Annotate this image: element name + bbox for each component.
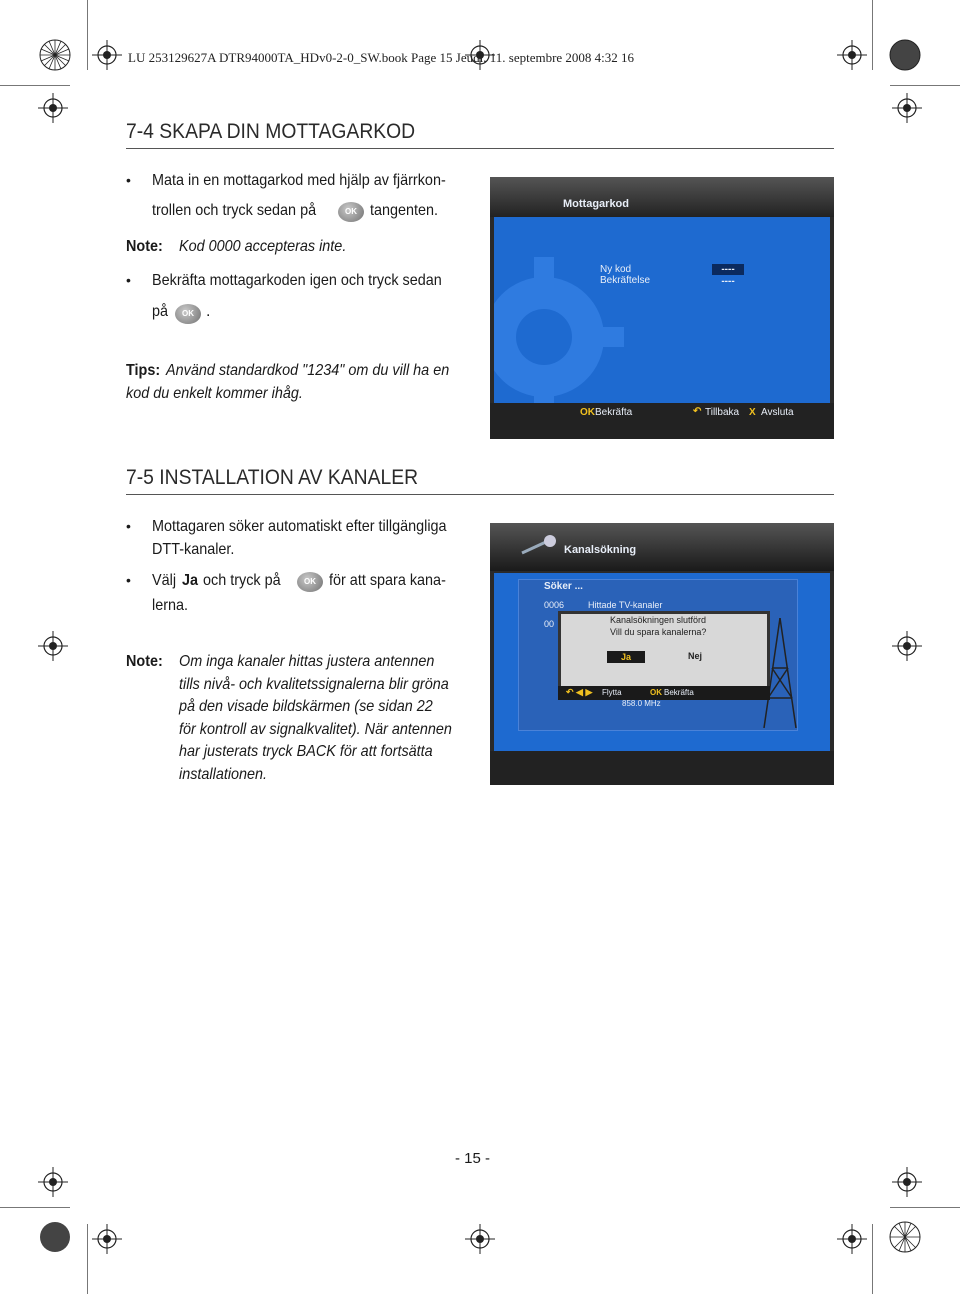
bullet-text: på — [152, 303, 169, 320]
channel-count: 0006 — [544, 600, 565, 610]
footer-exit-key: X — [749, 407, 756, 418]
field-label-new-code: Ny kod — [600, 264, 632, 275]
note-line: har justerats tryck BACK för att fortsätta — [179, 743, 433, 760]
tips-text: Använd standardkod "1234" om du vill ha en — [166, 362, 450, 379]
screen-title: Kanalsökning — [564, 544, 637, 556]
registration-dark-dot-icon — [38, 1220, 72, 1254]
screen-footer-bar — [490, 751, 834, 785]
field-label-confirm: Bekräftelse — [600, 275, 651, 286]
screen-header-bar — [490, 177, 834, 217]
dialog-line-2: Vill du spara kanalerna? — [610, 627, 707, 637]
bullet-text: Välj — [152, 572, 177, 589]
registration-crosshair-icon — [38, 631, 68, 661]
section-rule — [126, 148, 834, 149]
bullet-text: DTT-kanaler. — [152, 541, 235, 558]
registration-crosshair-icon — [892, 631, 922, 661]
bullet-icon: • — [126, 272, 131, 288]
frequency-label: 858.0 MHz — [622, 699, 661, 708]
note-line: installationen. — [179, 766, 268, 783]
registration-crosshair-icon — [892, 93, 922, 123]
ok-button-icon: OK — [297, 572, 323, 592]
ok-button-icon: OK — [338, 202, 364, 222]
screen-body — [494, 217, 830, 403]
yes-button[interactable]: Ja — [607, 651, 645, 663]
back-icon: ↶ — [693, 406, 702, 417]
dialog-line-1: Kanalsökningen slutförd — [610, 615, 707, 625]
registration-crosshair-icon — [837, 1224, 867, 1254]
note-line: på den visade bildskärmen (se sidan 22 — [179, 698, 433, 715]
registration-crosshair-icon — [92, 1224, 122, 1254]
bullet-text: för att spara kana- — [329, 572, 446, 589]
code-input-confirm[interactable]: ---- — [721, 276, 735, 287]
screen-title: Mottagarkod — [563, 198, 629, 210]
note-text: Kod 0000 accepteras inte. — [179, 238, 347, 255]
tips-text: kod du enkelt kommer ihåg. — [126, 385, 303, 402]
bullet-text-bold: Ja — [182, 572, 199, 589]
footer-move-label: Flytta — [602, 688, 622, 697]
bullet-text: lerna. — [152, 597, 189, 614]
page-number: - 15 - — [455, 1150, 491, 1167]
bullet-text: och tryck på — [203, 572, 281, 589]
searching-label: Söker ... — [544, 581, 583, 592]
section-title-7-4: 7-4 SKAPA DIN MOTTAGARKOD — [126, 120, 416, 143]
note-line: för kontroll av signalkvalitet). När antennen — [179, 721, 452, 738]
antenna-icon — [520, 533, 560, 557]
section-title-7-5: 7-5 INSTALLATION AV KANALER — [126, 466, 419, 489]
channel-count-2: 00 — [544, 619, 555, 629]
tips-label: Tips: — [126, 362, 161, 379]
bullet-icon: • — [126, 172, 131, 188]
footer-ok-label: Bekräfta — [595, 407, 633, 418]
registration-crosshair-icon — [465, 1224, 495, 1254]
note-label: Note: — [126, 238, 163, 255]
move-icon: ↶ ◀ ▶ — [566, 687, 593, 697]
found-label: Hittade TV-kanaler — [588, 600, 663, 610]
note-label: Note: — [126, 653, 163, 670]
registration-crosshair-icon — [892, 1167, 922, 1197]
note-line: Om inga kanaler hittas justera antennen — [179, 653, 435, 670]
footer-back-label: Tillbaka — [705, 407, 740, 418]
tv-screen-mottagarkod — [490, 177, 834, 439]
tv-screen-kanalsokning — [490, 523, 834, 785]
book-header-line: LU 253129627A DTR94000TA_HDv0-2-0_SW.book Page 15 Jeudi, 11. septembre 2008 4:32 16 — [128, 50, 635, 65]
bullet-text: tangenten. — [370, 202, 439, 219]
registration-crosshair-icon — [38, 1167, 68, 1197]
bullet-text: . — [206, 303, 211, 320]
footer-ok-key: OK — [580, 407, 595, 418]
bullet-text: Bekräfta mottagarkoden igen och tryck sedan — [152, 272, 442, 289]
bullet-text: trollen och tryck sedan på — [152, 202, 317, 219]
registration-target-icon — [38, 38, 72, 72]
footer-exit-label: Avsluta — [761, 407, 794, 418]
bullet-text: Mata in en mottagarkod med hjälp av fjärrkon- — [152, 172, 446, 189]
note-line: tills nivå- och kvalitetssignalerna blir gröna — [179, 676, 449, 693]
registration-crosshair-icon — [38, 93, 68, 123]
footer-ok-label: Bekräfta — [664, 688, 694, 697]
ok-button-icon: OK — [175, 304, 201, 324]
bullet-text: Mottagaren söker automatiskt efter tillgängliga — [152, 518, 447, 535]
no-button[interactable]: Nej — [688, 651, 703, 661]
footer-ok-key: OK — [650, 688, 662, 697]
registration-crosshair-icon — [92, 40, 122, 70]
section-rule — [126, 494, 834, 495]
registration-target-icon — [888, 1220, 922, 1254]
bullet-icon: • — [126, 572, 131, 588]
bullet-icon: • — [126, 518, 131, 534]
code-input-new[interactable]: ---- — [712, 264, 744, 275]
